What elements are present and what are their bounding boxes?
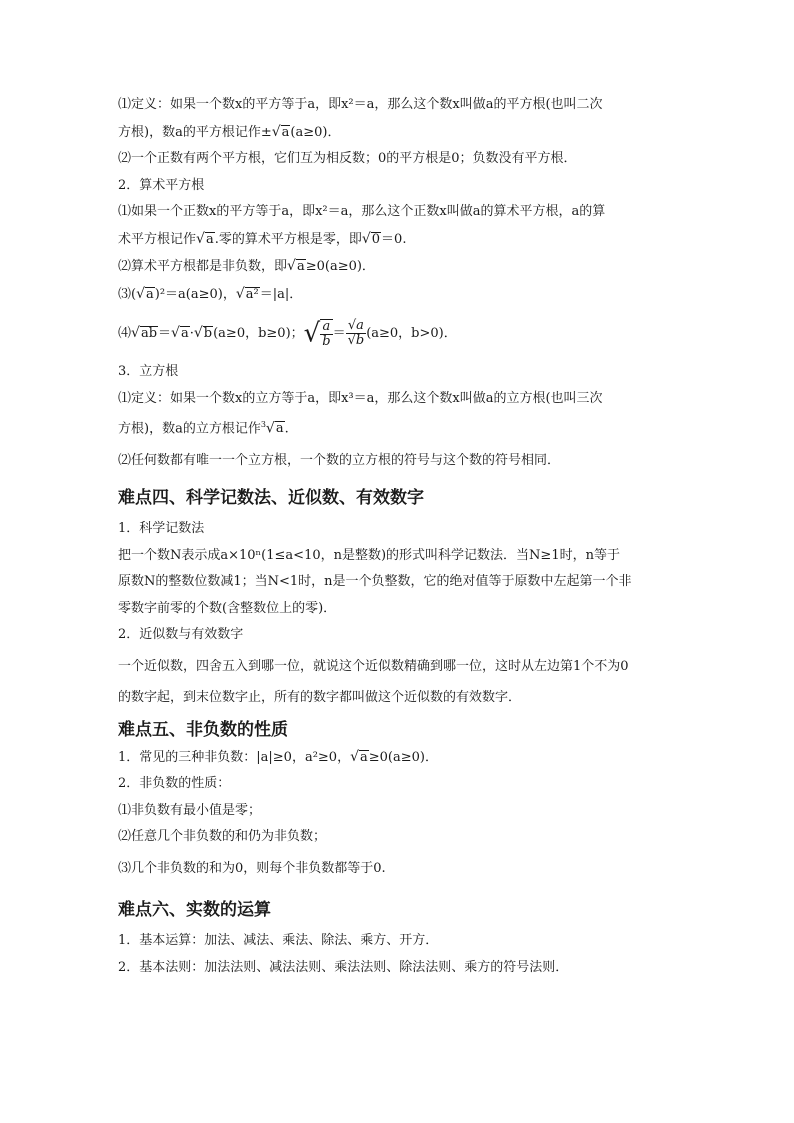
numerator: √a: [346, 319, 367, 334]
radicand: a: [296, 259, 305, 274]
cube-root-def-line1: ⑴定义：如果一个数x的立方等于a，即x³＝a，那么这个数x叫做a的立方根(也叫三次: [118, 390, 603, 406]
sci-notation-line3: 零数字前零的个数(含整数位上的零)．: [118, 600, 337, 616]
text: 方根)，数a的平方根记作±: [118, 124, 272, 140]
radicand: a: [146, 286, 154, 302]
approx-line1: 一个近似数，四舍五入到哪一位，就说这个近似数精确到哪一位，这时从左边第1个不为0: [118, 658, 629, 674]
text: ⑵算术平方根都是非负数，即: [118, 259, 288, 274]
denominator: b: [322, 333, 331, 349]
fraction: [346, 319, 367, 348]
radicand: a: [281, 124, 290, 140]
approx-line2: 的数字起，到末位数字止，所有的数字都叫做这个近似数的有效数字．: [118, 690, 522, 706]
square-root-def-line2: [118, 119, 678, 147]
text: ＝: [158, 326, 172, 341]
text: ⑷: [118, 326, 132, 341]
text: (a≥0，b>0)．: [366, 326, 457, 341]
radical-sign: √: [235, 285, 245, 302]
nonneg-line3: ⑴非负数有最小值是零；: [118, 802, 262, 818]
radical-sign: √: [131, 325, 140, 341]
arith-root-nonneg: [118, 253, 678, 281]
radical-sign: √: [271, 123, 281, 140]
text: 方根)，数a的立方根记作: [118, 421, 261, 437]
real-ops-line2: 2．基本法则：加法法则、减法法则、乘法法则、除法法则、乘方的符号法则．: [118, 959, 569, 975]
sci-notation-line2: 原数N的整数位数减1；当N<1时，n是一个负整数，它的绝对值等于原数中左起第一个非: [118, 574, 632, 590]
radicand: a: [360, 749, 368, 765]
text: (a≥0，b≥0)；: [213, 326, 304, 341]
radical-sign: √: [171, 325, 180, 341]
numerator: a: [320, 320, 332, 335]
fraction: [320, 319, 332, 349]
radical-sign: √: [303, 318, 321, 349]
arith-root-def-line1: ⑴如果一个正数x的平方等于a，即x²＝a，那么这个正数x叫做a的算术平方根，a的算: [118, 204, 606, 219]
section6-heading: 难点六、实数的运算: [118, 900, 271, 921]
nonneg-line5: ⑶几个非负数的和为0，则每个非负数都等于0.: [118, 860, 386, 876]
radicand: a: [180, 326, 189, 341]
section4-heading: 难点四、科学记数法、近似数、有效数字: [118, 488, 424, 509]
text: ＝: [332, 326, 346, 341]
cube-root-property: ⑵任何数都有唯一一个立方根，一个数的立方根的符号与这个数的符号相同．: [118, 452, 561, 468]
arith-root-def-line2: [118, 226, 678, 254]
radical-sign: √: [350, 748, 359, 765]
text: ≥0(a≥0)．: [368, 749, 438, 765]
radical-sign: √: [196, 230, 205, 247]
text: ·: [189, 326, 194, 341]
radical-sign: √: [136, 285, 145, 302]
root-index: 3: [260, 420, 266, 429]
document-body: [118, 92, 678, 981]
section5-heading: 难点五、非负数的性质: [118, 719, 288, 740]
arith-root-formula3: [118, 281, 678, 309]
radicand: b: [203, 326, 213, 341]
radical-sign: √: [193, 325, 203, 341]
text: 术平方根记作: [118, 231, 197, 247]
text: ≥0(a≥0)．: [305, 259, 375, 274]
radicand: a: [275, 421, 284, 437]
text: .零的算术平方根是零，即: [214, 231, 362, 247]
cube-root-title: 3．立方根: [118, 364, 179, 379]
text: ＝0.: [381, 231, 407, 247]
text: ⑶(: [118, 286, 137, 302]
text: (a≥0)．: [290, 124, 341, 140]
square-root-property: ⑵一个正数有两个平方根，它们互为相反数；0的平方根是0；负数没有平方根．: [118, 151, 577, 166]
arith-root-formula4: [118, 313, 678, 354]
radical-sign: √: [287, 258, 296, 274]
text: .: [284, 421, 289, 437]
arith-root-title: 2．算术平方根: [118, 177, 205, 193]
radical-sign: √: [265, 420, 275, 437]
text: 1．常见的三种非负数：|a|≥0，a²≥0，: [118, 749, 351, 765]
text: ＝|a|．: [259, 286, 303, 302]
radical-sign: √: [361, 230, 371, 247]
nonneg-line1: [118, 744, 678, 772]
radicand: a: [205, 231, 214, 247]
nonneg-line4: ⑵任意几个非负数的和仍为非负数；: [118, 829, 327, 845]
sci-notation-line1: 把一个数N表示成a×10ⁿ(1≤a<10，n是整数)的形式叫科学记数法．当N≥1时，n等于: [118, 547, 620, 563]
radicand: 0: [371, 231, 381, 247]
real-ops-line1: 1．基本运算：加法、减法、乘法、除法、乘方、开方．: [118, 933, 439, 949]
sci-notation-title: 1．科学记数法: [118, 521, 205, 537]
radicand: ab: [140, 326, 158, 341]
denominator: √b: [347, 333, 365, 348]
square-root-def-line1: ⑴定义：如果一个数x的平方等于a，即x²＝a，那么这个数x叫做a的平方根(也叫二次: [118, 97, 603, 112]
cube-root-def-line2: [118, 412, 678, 443]
nonneg-line2: 2．非负数的性质：: [118, 776, 231, 792]
text: )²＝a(a≥0)，: [154, 286, 236, 302]
radicand: a²: [245, 286, 259, 302]
approx-title: 2．近似数与有效数字: [118, 627, 244, 643]
